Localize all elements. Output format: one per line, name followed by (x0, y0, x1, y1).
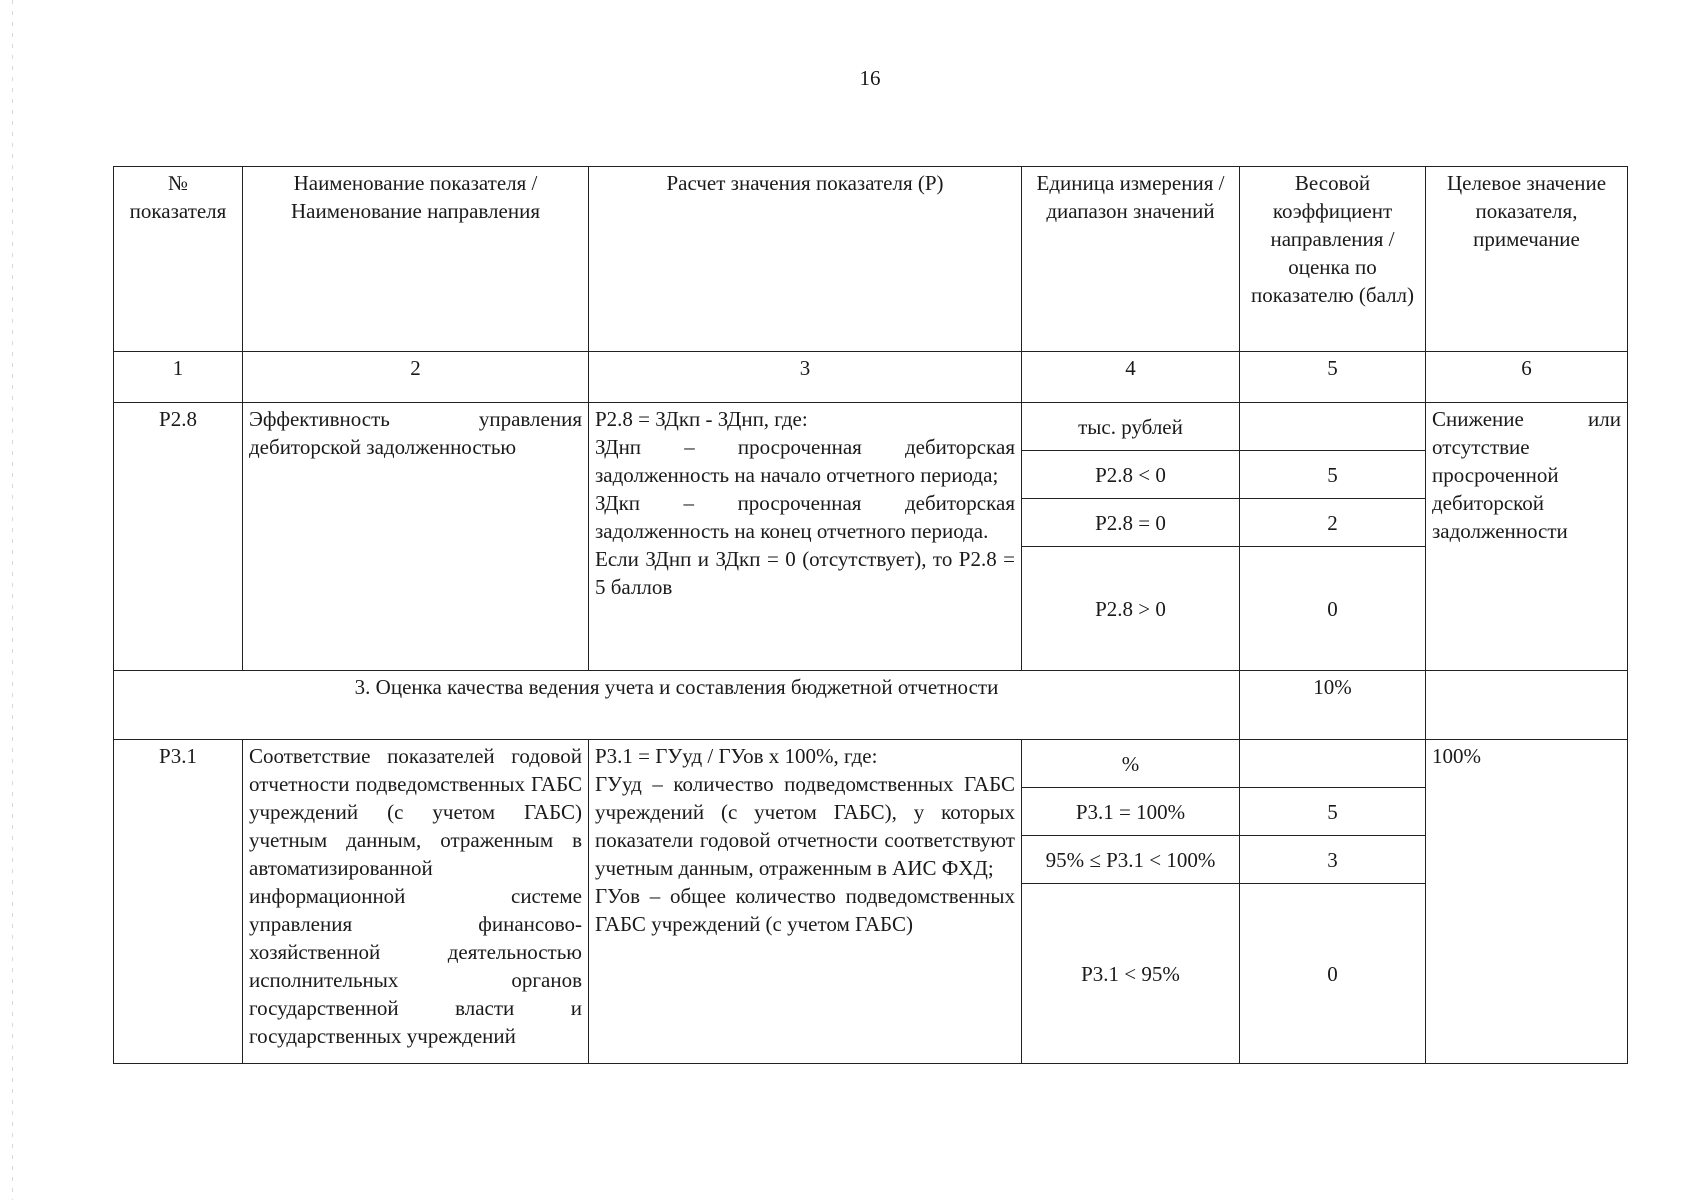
range-cell: Р2.8 > 0 (1022, 547, 1240, 671)
score-cell: 0 (1240, 547, 1426, 671)
calc-line: Если ЗДнп и ЗДкп = 0 (отсутствует), то Р2.8 = 5 баллов (595, 547, 1015, 599)
target-value: 100% (1426, 740, 1628, 1064)
header-col-target: Целевое значение показателя, примечание (1426, 167, 1628, 352)
header-col-calc: Расчет значения показателя (Р) (589, 167, 1022, 352)
header-col-weight: Весовой коэффициент направления / оценка по показателю (балл) (1240, 167, 1426, 352)
table-row (114, 740, 1628, 788)
target-value: Снижение или отсутствие просроченной дебиторской задолженности (1426, 403, 1628, 671)
section-weight: 10% (1240, 671, 1426, 740)
column-number-row (114, 352, 1628, 403)
indicator-calculation (589, 740, 1022, 1064)
score-cell-empty (1240, 403, 1426, 451)
column-number: 6 (1426, 352, 1628, 403)
scan-edge-artifact (12, 0, 13, 1200)
score-cell: 2 (1240, 499, 1426, 547)
table-row (114, 403, 1628, 451)
unit-cell: тыс. рублей (1022, 403, 1240, 451)
column-number: 3 (589, 352, 1022, 403)
indicator-name: Эффективность управления дебиторской задолженностью (243, 403, 589, 671)
header-col-name: Наименование показателя / Наименование направления (243, 167, 589, 352)
indicator-name: Соответствие показателей годовой отчетности подведомственных ГАБС учреждений (с учетом ГАБС) учетным данным, отраженным в автоматизированной информационной системе управления финансово-хозяйственной деятельностью исполнительных органов государственной власти и государственных учреждений (243, 740, 589, 1064)
range-cell: Р2.8 = 0 (1022, 499, 1240, 547)
unit-cell: % (1022, 740, 1240, 788)
calc-line: ЗДнп – просроченная дебиторская задолженность на начало отчетного периода; (595, 435, 1015, 487)
range-cell: Р2.8 < 0 (1022, 451, 1240, 499)
section-title: 3. Оценка качества ведения учета и составления бюджетной отчетности (114, 671, 1240, 740)
range-cell: Р3.1 < 95% (1022, 884, 1240, 1064)
calc-line: Р3.1 = ГУуд / ГУов х 100%, где: (595, 744, 878, 768)
column-number: 5 (1240, 352, 1426, 403)
indicator-code: Р2.8 (114, 403, 243, 671)
calc-line: Р2.8 = ЗДкп - ЗДнп, где: (595, 407, 808, 431)
range-cell: Р3.1 = 100% (1022, 788, 1240, 836)
indicators-table (113, 166, 1628, 1064)
header-col-unit: Единица измерения / диапазон значений (1022, 167, 1240, 352)
calc-line: ГУов – общее количество подведомственных ГАБС учреждений (с учетом ГАБС) (595, 884, 1015, 936)
score-cell-empty (1240, 740, 1426, 788)
page-number: 16 (859, 66, 881, 90)
indicator-calculation (589, 403, 1022, 671)
indicator-code: Р3.1 (114, 740, 243, 1064)
table-header-row (114, 167, 1628, 352)
range-cell: 95% ≤ Р3.1 < 100% (1022, 836, 1240, 884)
section-row (114, 671, 1628, 740)
header-col-number: № показателя (114, 167, 243, 352)
section-target-empty (1426, 671, 1628, 740)
column-number: 1 (114, 352, 243, 403)
calc-line: ГУуд – количество подведомственных ГАБС учреждений (с учетом ГАБС), у которых показатели годовой отчетности соответствуют учетным данным, отраженным в АИС ФХД; (595, 772, 1015, 880)
score-cell: 5 (1240, 451, 1426, 499)
column-number: 4 (1022, 352, 1240, 403)
score-cell: 3 (1240, 836, 1426, 884)
calc-line: ЗДкп – просроченная дебиторская задолженность на конец отчетного периода. (595, 491, 1015, 543)
score-cell: 5 (1240, 788, 1426, 836)
score-cell: 0 (1240, 884, 1426, 1064)
column-number: 2 (243, 352, 589, 403)
